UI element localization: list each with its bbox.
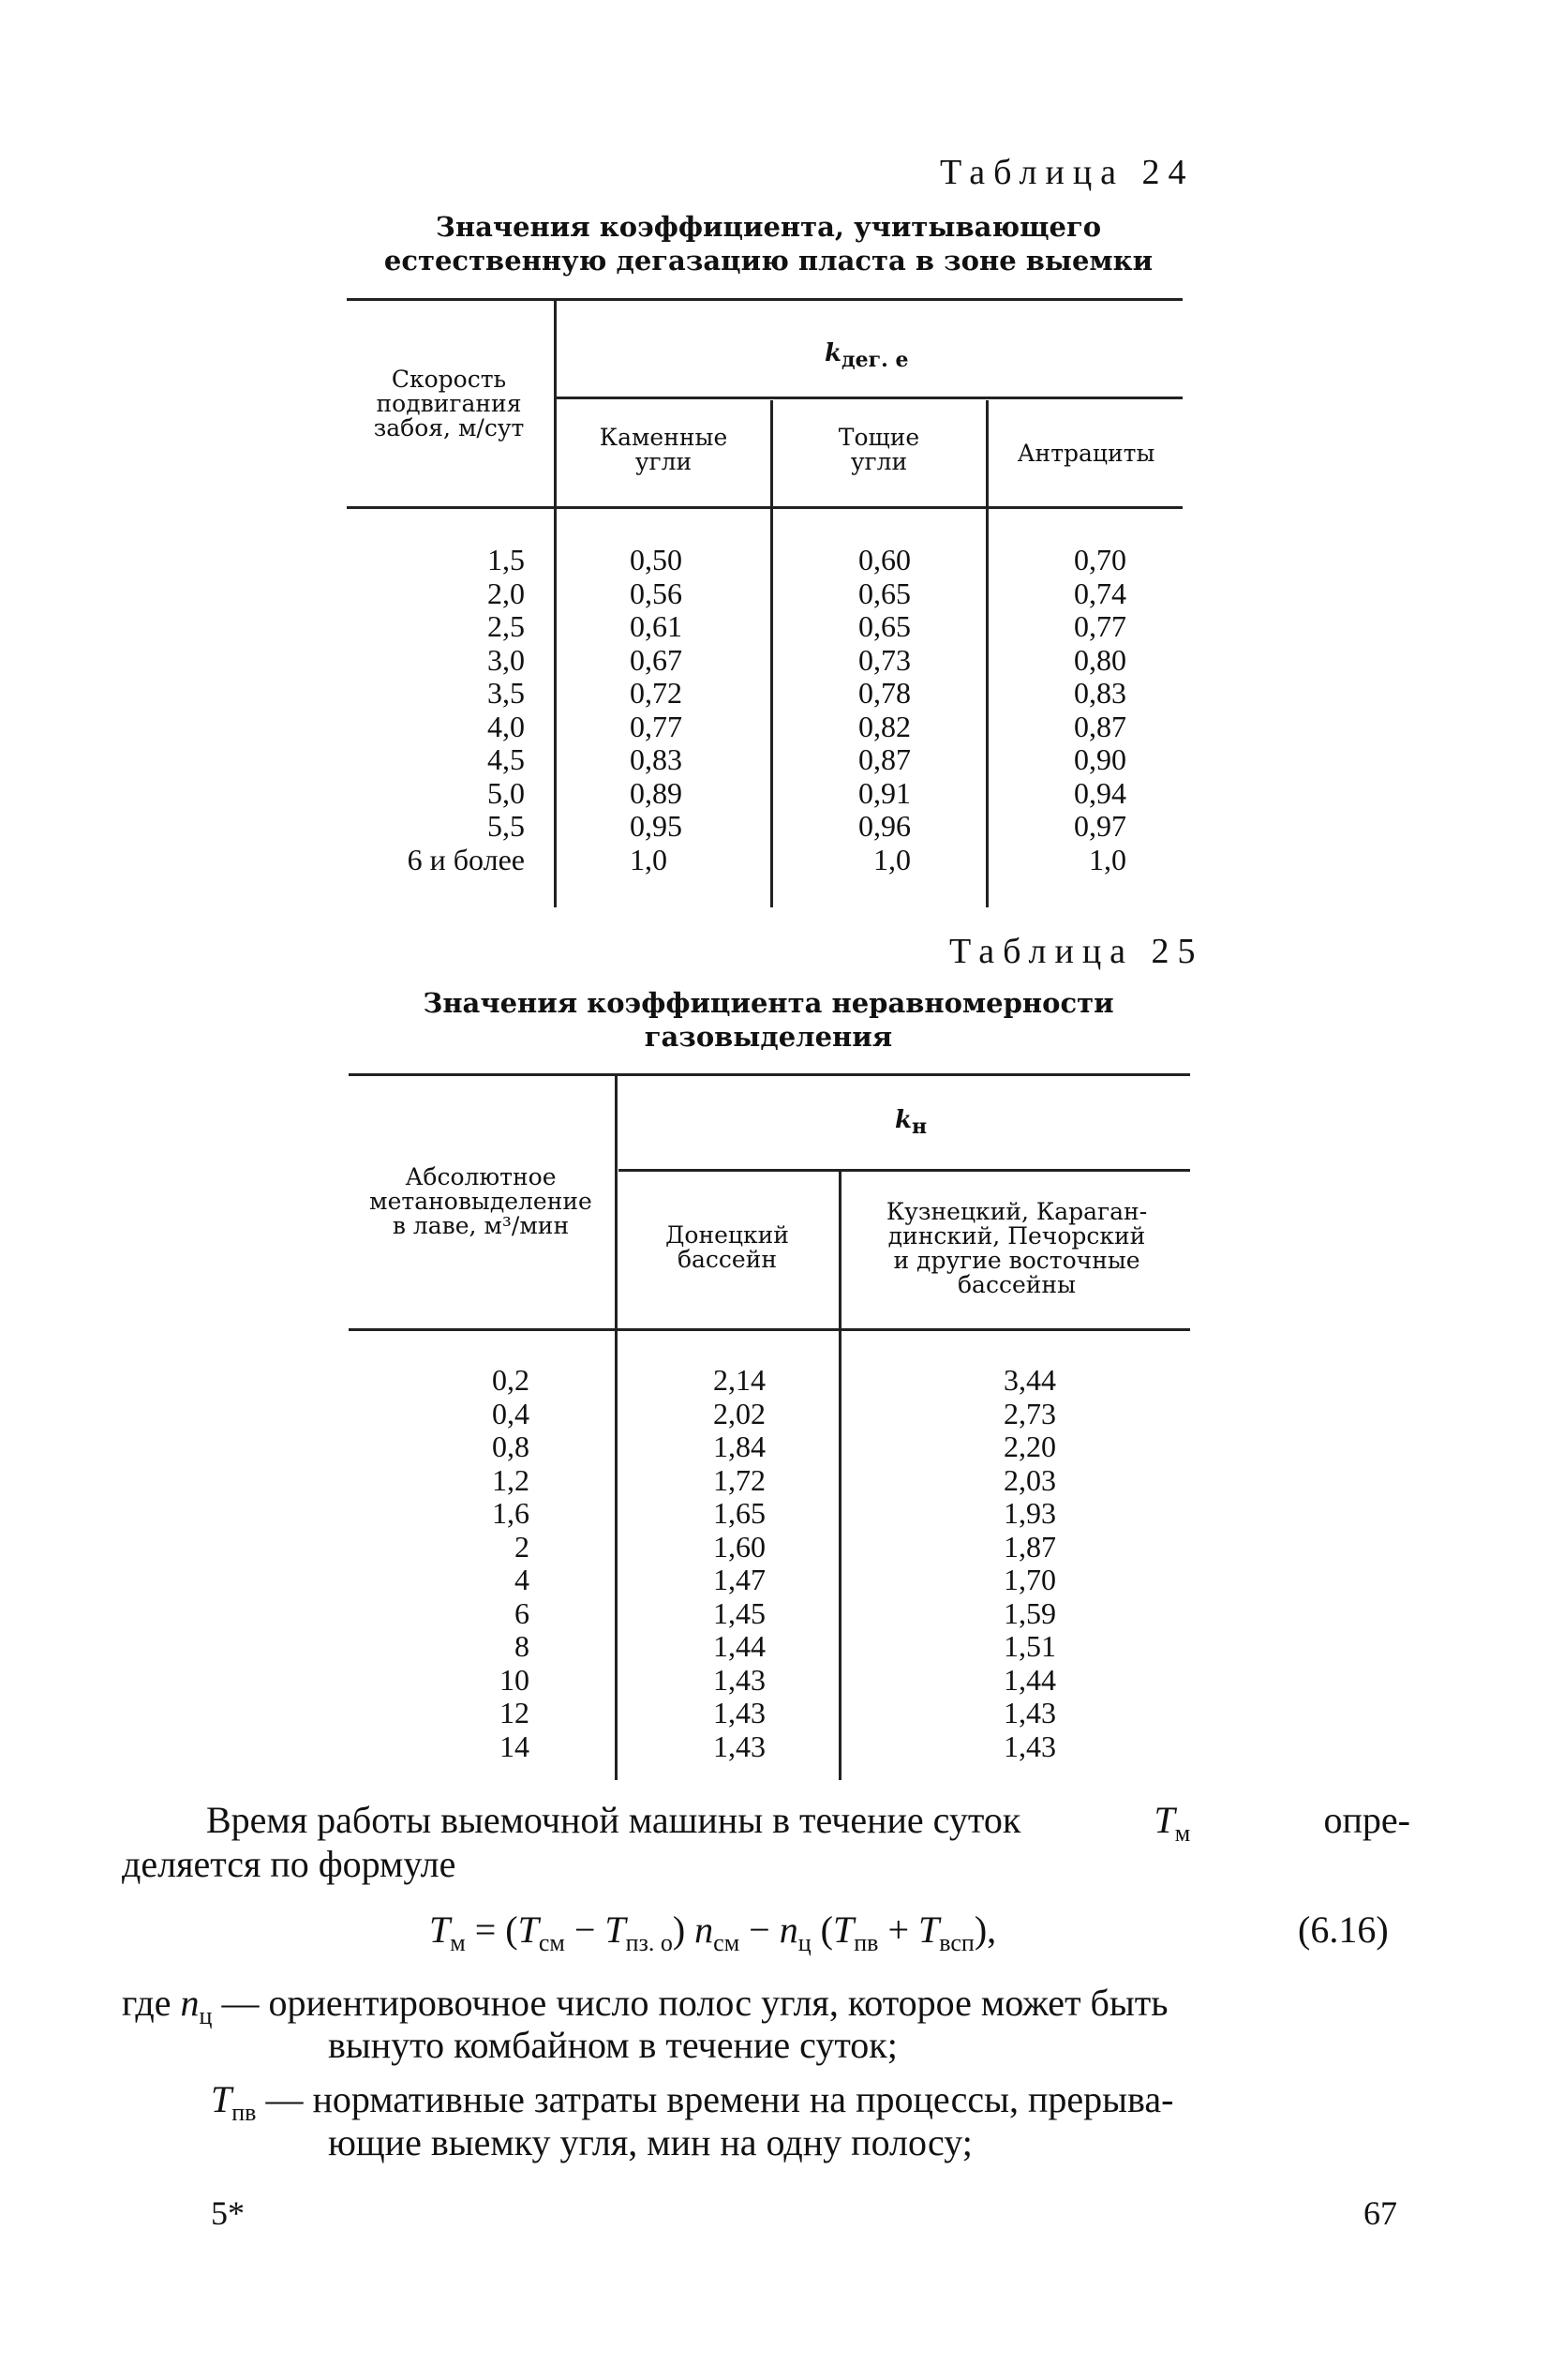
table25-cell: 2,03: [1004, 1462, 1056, 1497]
table24-cell: 1,0: [873, 842, 911, 876]
table24-cell: 0,61: [630, 609, 682, 643]
table25-number: Таблица 25: [949, 932, 1204, 971]
table25-cell: 1,51: [1004, 1629, 1056, 1663]
table24-cell: 0,89: [630, 775, 682, 810]
table24-cell: 0,87: [1074, 709, 1126, 743]
table25-methane-column: [431, 1364, 529, 1763]
table25-cell: 1,44: [1004, 1662, 1056, 1697]
table25-cell: 6: [514, 1595, 529, 1630]
table25-cell: 14: [499, 1729, 529, 1763]
table25-header-rule: [349, 1328, 1190, 1331]
table24-cell: 0,73: [858, 642, 911, 677]
table25-group-rule: [618, 1169, 1190, 1172]
table24-cell: 1,0: [1089, 842, 1126, 876]
table24-cell: 0,97: [1074, 809, 1126, 843]
formula-6-16: $T_м = (T_{см} - T_{пз. о}) n_{см} - n_ц$ $(T_{пв} + T_{всп})$,: [429, 1908, 997, 1956]
table25-cell: 1,84: [713, 1429, 766, 1463]
where-item-1: где $n_ц$ — ориентировочное число полос угля, которое может быть: [122, 1982, 1169, 2029]
table24-vline-2: [770, 400, 773, 907]
table25-cell: 1,59: [1004, 1595, 1056, 1630]
table25-vline-1: [615, 1075, 618, 1780]
table25-row-header: Абсолютное метановыделение в лаве, м³/мин: [369, 1163, 592, 1239]
table24-number: Таблица 24: [940, 153, 1195, 192]
table25-donetsk-column: [698, 1364, 766, 1763]
table24-group-rule: [557, 397, 1183, 399]
table25-col-eastern-header: Кузнецкий, Караган- динский, Печорский и другие восточные бассейны: [886, 1198, 1148, 1298]
table25-cell: 10: [499, 1662, 529, 1697]
table25-title: [356, 986, 1181, 1054]
table24-speed-column: [347, 544, 525, 876]
table24-title: [356, 210, 1181, 277]
table24-cell: 0,91: [858, 775, 911, 810]
table24-col-toshchie-header: Тощие угли: [838, 424, 920, 475]
table25-cell: 1,60: [713, 1529, 766, 1564]
table24-cell: 0,77: [630, 709, 682, 743]
table24-title-line1: Значения коэффициента, учитывающего: [435, 211, 1102, 243]
signature-mark: 5*: [211, 2194, 245, 2232]
where-item-1-cont: вынуто комбайном в течение суток;: [328, 2024, 898, 2066]
table24-title-line2: естественную дегазацию пласта в зоне выемки: [383, 245, 1154, 277]
table25-cell: 2,73: [1004, 1396, 1056, 1430]
table24-cell: 0,65: [858, 609, 911, 643]
table25-cell: 2: [514, 1529, 529, 1564]
table24-cell: 0,90: [1074, 742, 1126, 776]
table25-eastern-column: [989, 1364, 1056, 1763]
table24-cell: 0,83: [1074, 676, 1126, 710]
table25-cell: 1,6: [492, 1496, 529, 1530]
table24-kamennye-column: [630, 544, 682, 876]
table25-k-symbol: $k_н$: [895, 1106, 928, 1140]
table25-cell: 1,65: [713, 1496, 766, 1530]
formula-number: (6.16): [1298, 1908, 1389, 1951]
table24-cell: 0,50: [630, 543, 682, 576]
table25-cell: 1,70: [1004, 1563, 1056, 1596]
table24-cell: 0,82: [858, 709, 911, 743]
table25-top-rule: [349, 1073, 1190, 1076]
table24-cell: 5,0: [487, 775, 525, 810]
table25-cell: 1,47: [713, 1563, 766, 1596]
table24-header-rule: [347, 506, 1183, 509]
table25-cell: 1,45: [713, 1595, 766, 1630]
table24-cell: 1,5: [487, 543, 525, 576]
table24-cell: 0,67: [630, 642, 682, 677]
table24-cell: 0,87: [858, 742, 911, 776]
paragraph-line-1: Время работы выемочной машины в течение суток $T_м$ опре-: [206, 1799, 1410, 1847]
table24-cell: 2,0: [487, 576, 525, 610]
table24-cell: 0,72: [630, 676, 682, 710]
table25-cell: 0,8: [492, 1429, 529, 1463]
table25-cell: 1,72: [713, 1462, 766, 1497]
table24-cell: 0,60: [858, 543, 911, 576]
table25-cell: 4: [514, 1563, 529, 1596]
table24-cell: 0,56: [630, 576, 682, 610]
table25-cell: 1,93: [1004, 1496, 1056, 1530]
table25-title-line2: газовыделения: [644, 1021, 893, 1053]
table25-cell: 1,43: [713, 1662, 766, 1697]
table25-cell: 1,43: [713, 1696, 766, 1729]
table24-cell: 4,0: [487, 709, 525, 743]
table25-cell: 0,4: [492, 1396, 529, 1430]
paragraph-line-2: деляется по формуле: [122, 1843, 456, 1885]
table24-cell: 3,5: [487, 676, 525, 710]
table24-row-header: Скорость подвигания забоя, м/сут: [373, 366, 525, 442]
table24-cell: 0,94: [1074, 775, 1126, 810]
table24-cell: 0,96: [858, 809, 911, 843]
table24-vline-3: [986, 400, 989, 907]
table24-antracity-column: [1059, 544, 1126, 876]
table24-k-symbol: $k_{дег. е}$: [825, 339, 909, 373]
table24-cell: 0,95: [630, 809, 682, 843]
table24-cell: 4,5: [487, 742, 525, 776]
table25-vline-2: [839, 1172, 842, 1780]
table25-cell: 1,2: [492, 1462, 529, 1497]
table24-cell: 5,5: [487, 809, 525, 843]
table24-cell: 0,70: [1074, 543, 1126, 576]
table24-toshchie-column: [843, 544, 911, 876]
table25-cell: 1,87: [1004, 1529, 1056, 1564]
table25-cell: 8: [514, 1629, 529, 1663]
table25-cell: 1,43: [713, 1729, 766, 1763]
table25-cell: 12: [499, 1696, 529, 1729]
table24-cell: 0,78: [858, 676, 911, 710]
table25-cell: 2,14: [713, 1363, 766, 1397]
table25-cell: 1,44: [713, 1629, 766, 1663]
table25-cell: 0,2: [492, 1363, 529, 1397]
table25-cell: 3,44: [1004, 1363, 1056, 1397]
table25-col-donetsk-header: Донецкий бассейн: [665, 1221, 789, 1273]
table24-cell: 0,80: [1074, 642, 1126, 677]
table24-cell: 1,0: [630, 842, 667, 876]
table24-col-kamennye-header: Каменные угли: [599, 424, 728, 475]
table24-col-antracity-header: Антрациты: [1017, 440, 1155, 467]
table25-title-line1: Значения коэффициента неравномерности: [423, 987, 1114, 1019]
table24-top-rule: [347, 298, 1183, 301]
table24-cell: 0,83: [630, 742, 682, 776]
table24-cell: 0,65: [858, 576, 911, 610]
table25-cell: 2,02: [713, 1396, 766, 1430]
table24-cell: 0,77: [1074, 609, 1126, 643]
table24-vline-1: [554, 300, 557, 907]
table25-cell: 1,43: [1004, 1729, 1056, 1763]
table24-cell: 3,0: [487, 642, 525, 677]
table24-cell: 0,74: [1074, 576, 1126, 610]
table24-cell: 6 и более: [407, 842, 525, 876]
page-number: 67: [1363, 2194, 1397, 2232]
table25-cell: 2,20: [1004, 1429, 1056, 1463]
where-item-2-cont: ющие выемку угля, мин на одну полосу;: [328, 2121, 973, 2163]
table25-cell: 1,43: [1004, 1696, 1056, 1729]
where-item-2: $T_{пв}$ — нормативные затраты времени на процессы, прерыва-: [211, 2078, 1174, 2126]
table24-cell: 2,5: [487, 609, 525, 643]
